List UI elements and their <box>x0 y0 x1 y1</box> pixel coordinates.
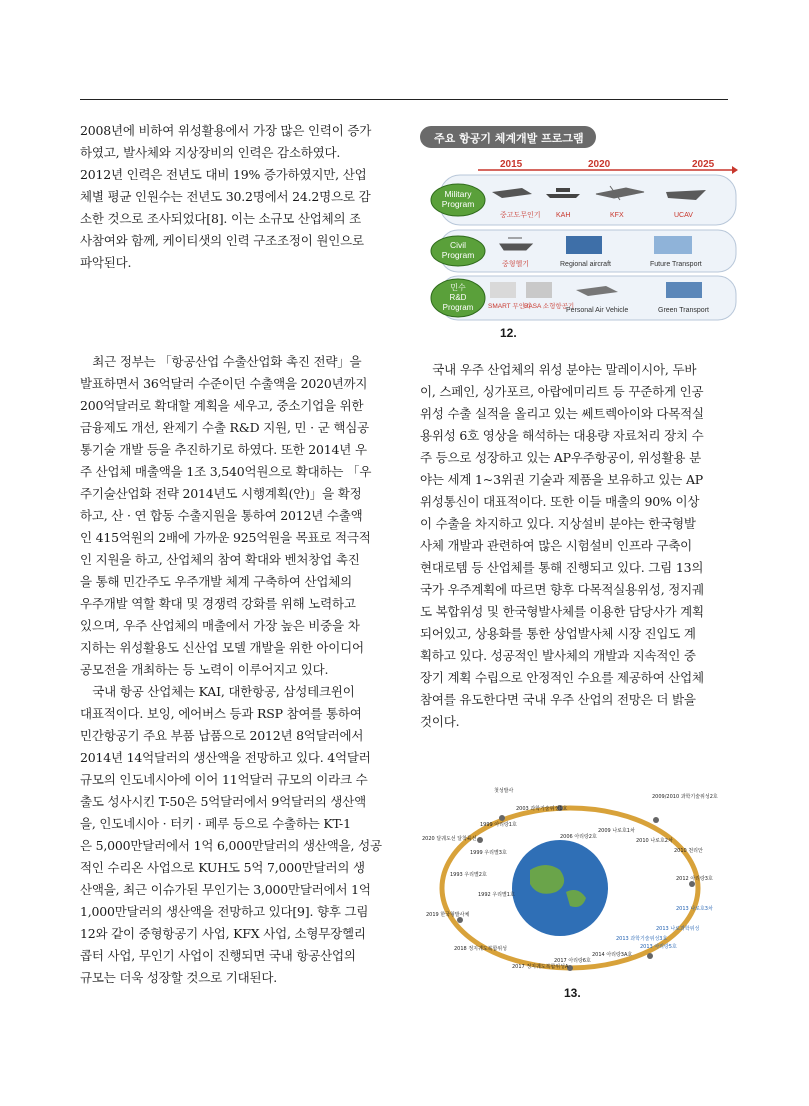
text-line: 민간항공기 주요 부품 납품으로 2012년 8억달러에서 <box>80 728 364 743</box>
fig13-label-3: 2006 아리랑2호 <box>560 834 597 840</box>
fig12-title: 주요 항공기 체계개발 프로그램 <box>434 132 584 145</box>
text-line: 국가 우주계획에 따르면 향후 다목적실용위성, 정지궤 <box>420 582 704 597</box>
text-line: 체별 평균 인원수는 전년도 30.2명에서 24.2명으로 감 <box>80 189 371 204</box>
fig13-label-8: 2012 아리랑3호 <box>676 876 713 882</box>
text-line: 도 복합위성 및 한국형발사체를 이용한 담당사가 계획 <box>420 604 704 619</box>
fig13-label-16: 2018 정지궤도복합위성 <box>454 946 507 952</box>
text-line: 은 5,000만달러에서 1억 6,000만달러의 생산액을, 성공 <box>80 838 382 853</box>
text-line: 소한 것으로 조사되었다[8]. 이는 소규모 산업체의 조 <box>80 211 362 226</box>
text-line: 200억달러로 확대할 계획을 세우고, 중소기업을 위한 <box>80 398 364 413</box>
text-line: 이, 스페인, 싱가포르, 아랍에미리트 등 꾸준하게 인공 <box>420 384 704 399</box>
fig13-label-5: 2009/2010 과학기술위성2호 <box>652 794 718 800</box>
year-2025: 2025 <box>692 159 715 170</box>
left-paragraph-2 <box>80 351 390 681</box>
fig13-label-11: 2013 아리랑5호 <box>640 944 677 950</box>
left-paragraph-3 <box>80 681 390 989</box>
item-rnd-1: SMART 무인기 <box>488 303 532 310</box>
figure-12-aircraft-programs <box>420 120 740 340</box>
text-line: 위성 수출 실적을 올리고 있는 쎄트렉아이와 다목적실 <box>420 406 704 421</box>
green-transport-photo <box>666 282 702 298</box>
item-rnd-3: Personal Air Vehicle <box>566 307 629 314</box>
fig13-label-9: 2013 나로호3차 <box>676 906 713 912</box>
fig13-label-7: 2010 천리안 <box>674 848 703 854</box>
figure-13-caption: 13. <box>564 986 581 1000</box>
sat-marker-1 <box>477 837 483 843</box>
text-line: 인 415억원의 2배에 가까운 925억원을 목표로 적극적 <box>80 530 371 545</box>
year-2015: 2015 <box>500 159 523 170</box>
text-line: 위성통신이 대표적이다. 또한 이들 매출의 90% 이상 <box>420 494 700 509</box>
text-line: 파악된다. <box>80 255 132 270</box>
text-line: 지하는 위성활용도 신산업 모델 개발을 위한 아이디어 <box>80 640 364 655</box>
text-line: 참여를 유도한다면 국내 우주 산업의 전망은 더 밝을 <box>420 692 696 707</box>
fig13-label-1: 2003 과학기술위성1호 <box>516 806 568 812</box>
text-line: 대표적이다. 보잉, 에어버스 등과 RSP 참여를 통하여 <box>80 706 362 721</box>
timeline-arrowhead <box>732 166 738 174</box>
text-line: 사체 개발과 관련하여 많은 시험설비 인프라 구축이 <box>420 538 693 553</box>
regional-aircraft-photo <box>566 236 602 254</box>
text-line: 주 산업체 매출액을 1조 3,540억원으로 확대하는 「우 <box>80 464 372 479</box>
text-line: 2014년 14억달러의 생산액을 전망하고 있다. 4억달러 <box>80 750 371 765</box>
rnd-label-3: Program <box>442 303 474 312</box>
text-line: 사참여와 함께, 케이티샛의 인력 구조조정이 원인으로 <box>80 233 364 248</box>
military-label-1: Military <box>444 189 472 199</box>
text-line: 장기 계획 수립으로 안정적인 수요를 제공하여 산업체 <box>420 670 704 685</box>
figure-13-space-program-timeline <box>420 780 720 990</box>
rnd-label-2: R&D <box>449 293 467 302</box>
text-line: 콥터 사업, 무인기 사업이 진행되면 국내 항공산업의 <box>80 948 356 963</box>
fig13-label-20: 1999 우리별3호 <box>470 850 507 856</box>
text-line: 을, 인도네시아 · 터키 · 페루 등으로 수출하는 KT-1 <box>80 816 351 831</box>
text-line: 1,000만달러의 생산액을 전망하고 있다[9]. 향후 그림 <box>80 904 369 919</box>
text-line: 주 등으로 성장하고 있는 AP우주항공이, 위성활용 분 <box>420 450 701 465</box>
text-line: 통기술 개발 등을 추진하기로 하였다. 또한 2014년 우 <box>80 442 367 457</box>
civil-label-1: Civil <box>449 240 467 250</box>
fig13-label-13: 2014 아리랑3A호 <box>592 952 633 958</box>
text-line: 최근 정부는 「항공산업 수출산업화 촉진 전략」을 <box>80 354 362 369</box>
future-transport-photo <box>654 236 692 254</box>
fig13-label-12: 2013 과학기술위성3호 <box>616 936 668 942</box>
fig13-label-10: 2013 나로과학위성 <box>656 926 700 932</box>
text-line: 있으며, 우주 산업체의 매출에서 가장 높은 비중을 차 <box>80 618 360 633</box>
fig13-label-15: 2017 정지궤도복합위성A <box>512 964 569 970</box>
fig13-label-14: 2017 아리랑6호 <box>554 958 591 964</box>
military-label-2: Program <box>441 199 475 209</box>
text-line: 야는 세계 1~3위권 기술과 제품을 보유하고 있는 AP <box>420 472 703 487</box>
header-rule <box>80 99 728 100</box>
text-line: 출도 성사시킨 T-50은 5억달러에서 9억달러의 생산액 <box>80 794 367 809</box>
item-civil-1: 중형헬기 <box>502 260 530 268</box>
right-paragraph-1 <box>420 359 728 733</box>
text-line: 국내 우주 산업체의 위성 분야는 말레이시아, 두바 <box>420 362 697 377</box>
item-military-4: UCAV <box>674 212 693 219</box>
sat-marker-2 <box>499 815 505 821</box>
item-military-2: KAH <box>556 212 571 219</box>
text-line: 12와 같이 중형항공기 사업, KFX 사업, 소형무장헬리 <box>80 926 366 941</box>
text-line: 공모전을 개최하는 등 노력이 이루어지고 있다. <box>80 662 329 677</box>
text-line: 인 지원을 하고, 산업체의 참여 확대와 벤처창업 촉진 <box>80 552 360 567</box>
text-line: 규모의 인도네시아에 이어 11억달러 규모의 이라크 수 <box>80 772 368 787</box>
item-civil-2: Regional aircraft <box>560 261 611 268</box>
text-line: 현대로템 등 산업체를 통해 진행되고 있다. 그림 13의 <box>420 560 704 575</box>
text-line: 2012년 인력은 전년도 대비 19% 증가하였지만, 산업 <box>80 167 367 182</box>
text-line: 용위성 6호 영상을 해석하는 대용량 자료처리 장치 수 <box>420 428 704 443</box>
text-line: 규모는 더욱 성장할 것으로 기대된다. <box>80 970 277 985</box>
fig13-label-6: 2010 나로호2차 <box>636 838 673 844</box>
fig13-label-18: 1992 우리별1호 <box>478 892 515 898</box>
text-line: 금융제도 개선, 완제기 수출 R&D 지원, 민 · 군 핵심공 <box>80 420 369 435</box>
text-line: 것이다. <box>420 714 460 729</box>
item-civil-3: Future Transport <box>650 261 702 268</box>
text-line: 2008년에 비하여 위성활용에서 가장 많은 인력이 증가 <box>80 123 372 138</box>
text-line: 국내 항공 산업체는 KAI, 대한항공, 삼성테크윈이 <box>80 684 355 699</box>
fig13-label-17: 2019 한국형발사체 <box>426 912 470 918</box>
text-line: 되어있고, 상용화를 통한 상업발사체 시장 진입도 계 <box>420 626 696 641</box>
item-rnd-4: Green Transport <box>658 307 709 314</box>
rnd-label-1: 민수 <box>450 283 466 292</box>
item-military-1: 중고도무인기 <box>500 211 541 219</box>
left-paragraph-1 <box>80 120 390 274</box>
fig13-label-2: 1999 아리랑1호 <box>480 822 517 828</box>
fig13-label-19: 1993 우리별2호 <box>450 872 487 878</box>
text-line: 산액을, 최근 이슈가된 무인기는 3,000만달러에서 1억 <box>80 882 371 897</box>
item-rnd-2: BASA 소형항공기 <box>524 303 575 310</box>
sat-marker-4 <box>653 817 659 823</box>
fig13-label-21: 2020 달궤도선 달착륙선 <box>422 836 477 842</box>
text-line: 주기술산업화 전략 2014년도 시행계획(안)」을 확정 <box>80 486 362 501</box>
sat-marker-6 <box>647 953 653 959</box>
item-military-3: KFX <box>610 212 624 219</box>
fig13-label-4: 2009 나로호1차 <box>598 828 635 834</box>
figure-12-caption: 12. <box>500 326 517 340</box>
text-line: 하였고, 발사체와 지상장비의 인력은 감소하였다. <box>80 145 341 160</box>
text-line: 적인 수리온 사업으로 KUH도 5억 7,000만달러의 생 <box>80 860 365 875</box>
text-line: 발표하면서 36억달러 수준이던 수출액을 2020년까지 <box>80 376 368 391</box>
text-line: 을 통해 민간주도 우주개발 체계 구축하여 산업체의 <box>80 574 353 589</box>
civil-label-2: Program <box>441 250 475 260</box>
basa-photo <box>526 282 552 298</box>
smart-uav-photo <box>490 282 516 298</box>
text-line: 획하고 있다. 성공적인 발사체의 개발과 지속적인 중 <box>420 648 696 663</box>
text-line: 이 수출을 차지하고 있다. 지상설비 분야는 한국형발 <box>420 516 696 531</box>
year-2020: 2020 <box>588 159 611 170</box>
fig13-label-0: 첫성발사 <box>494 788 514 794</box>
text-line: 하고, 산 · 연 합동 수출지원을 통하여 2012년 수출액 <box>80 508 363 523</box>
text-line: 우주개발 역할 확대 및 경쟁력 강화를 위해 노력하고 <box>80 596 356 611</box>
